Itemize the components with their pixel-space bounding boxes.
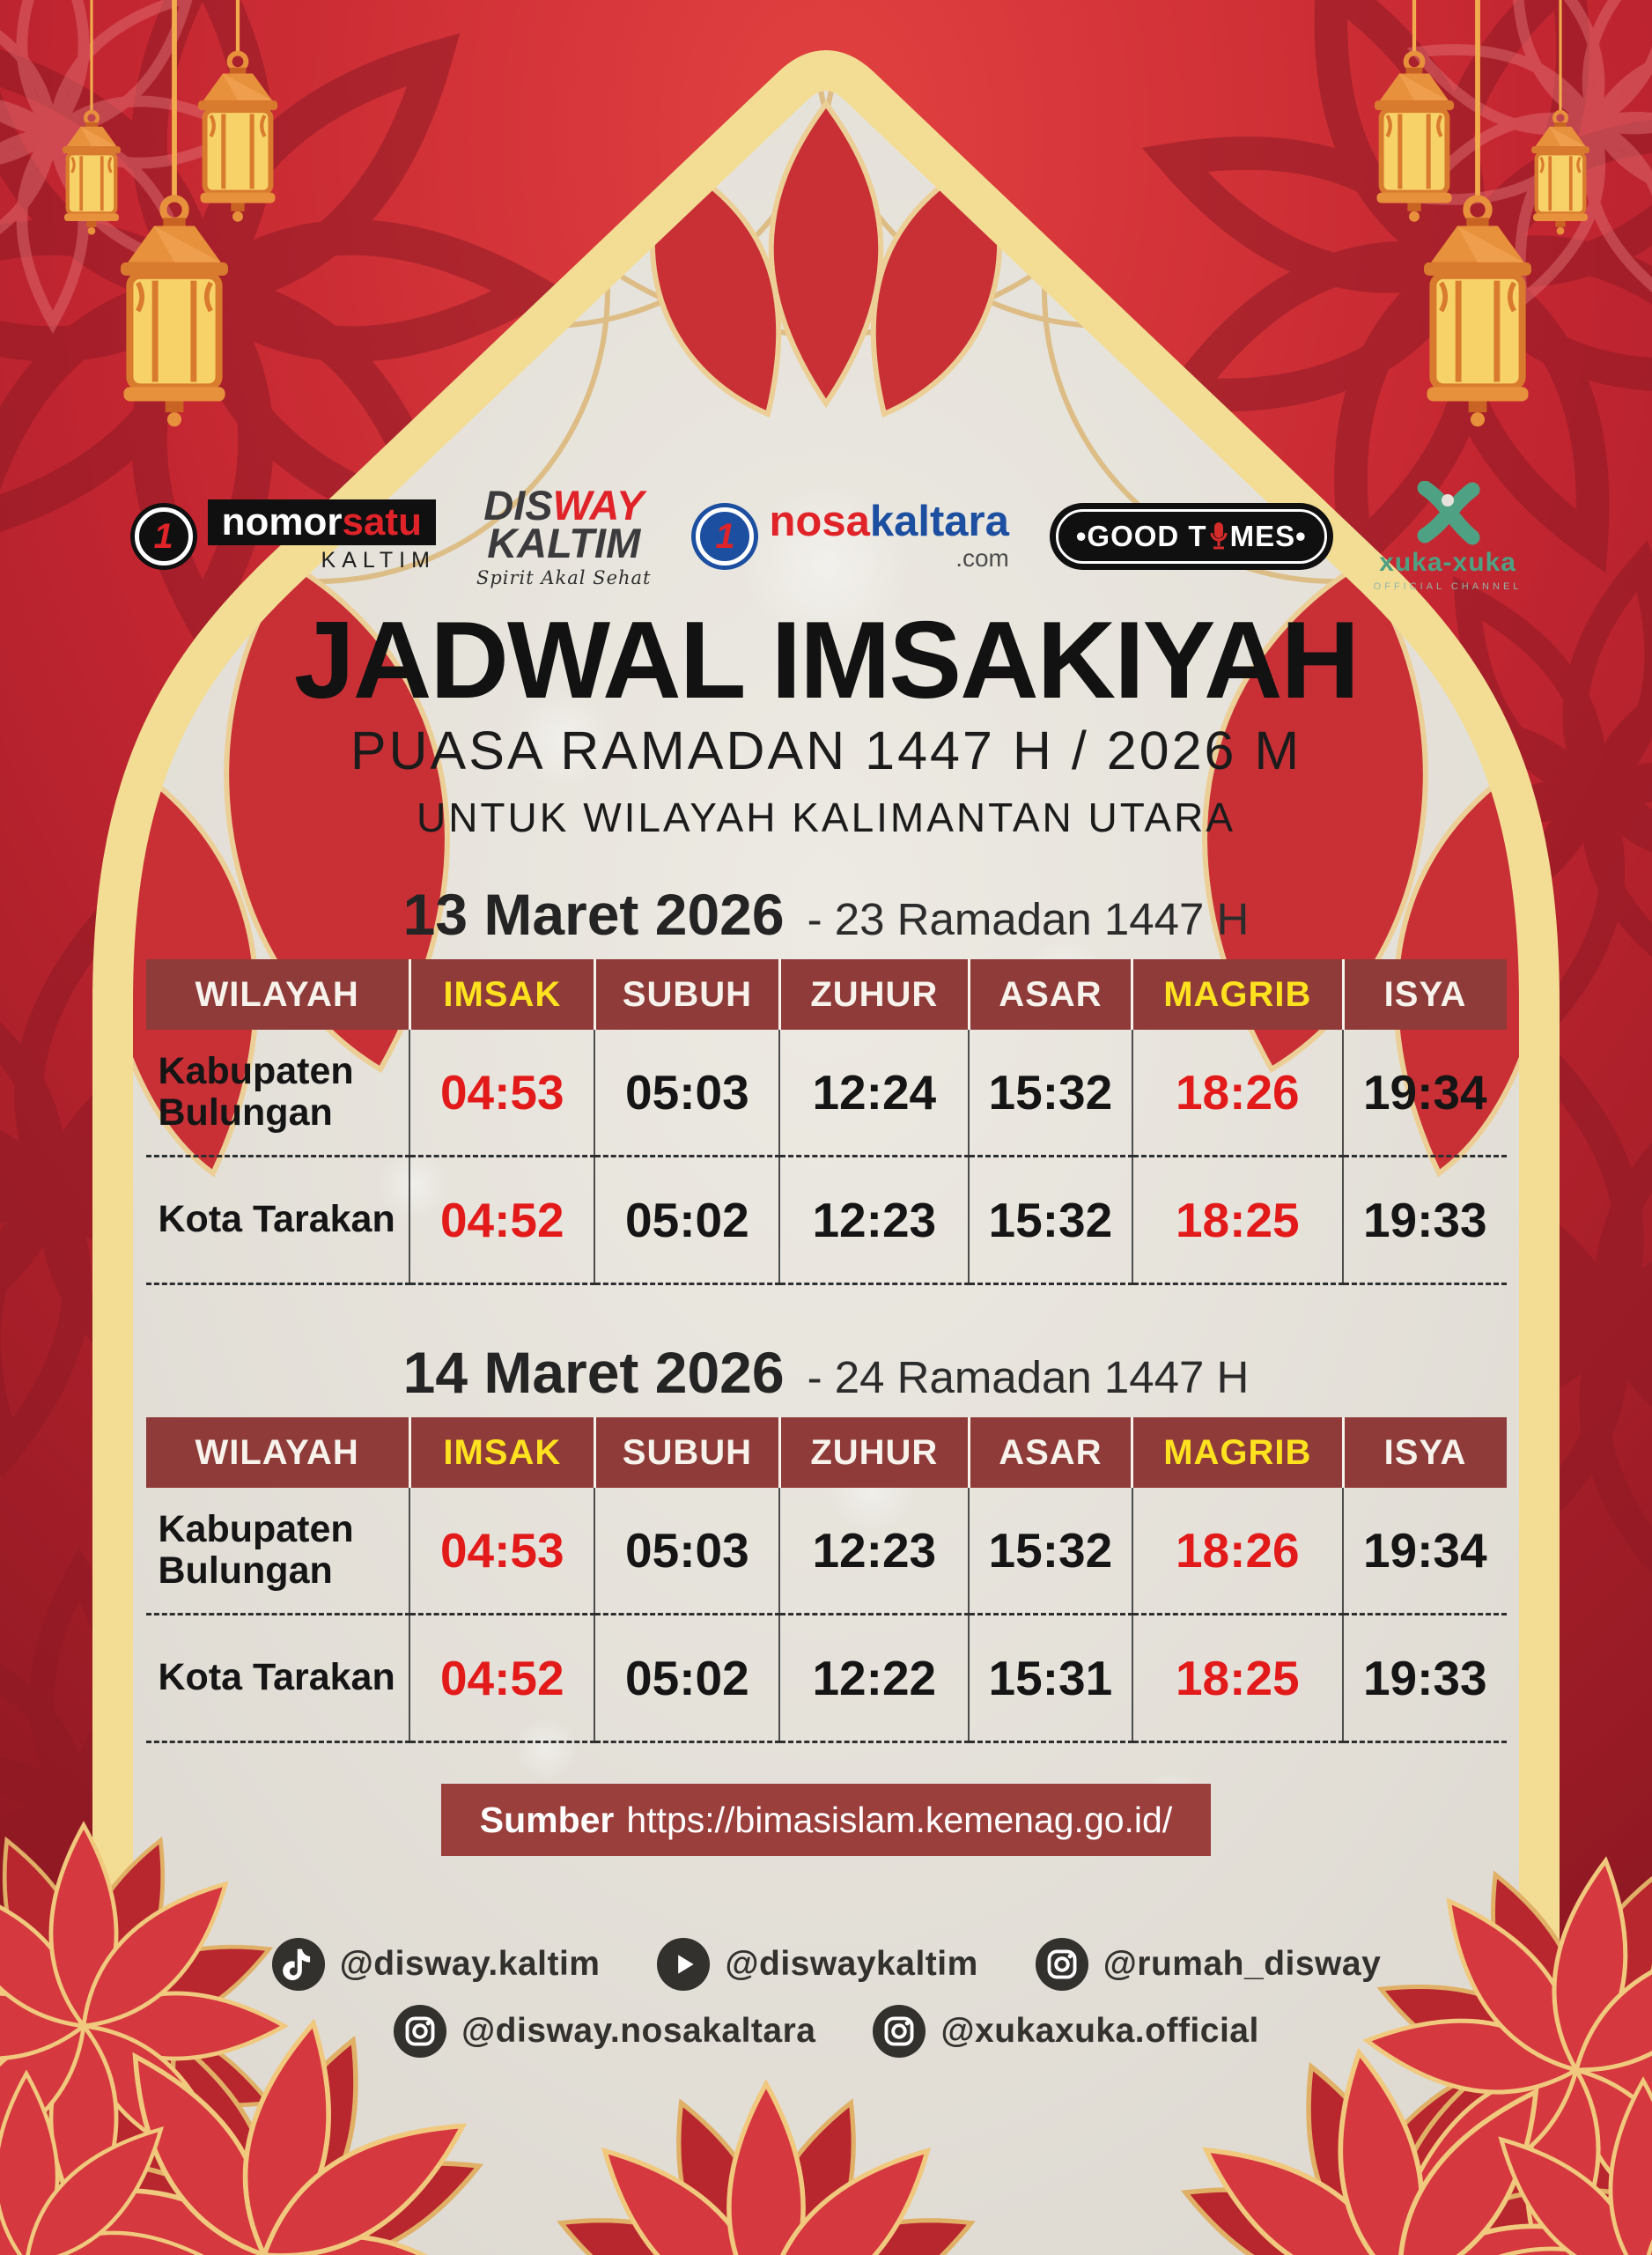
- time-cell-zuhur: 12:22: [779, 1615, 969, 1742]
- social-handles: [271, 1937, 1382, 2059]
- time-cell-zuhur: 12:23: [779, 1157, 969, 1284]
- schedule-table-1: [146, 959, 1507, 1285]
- time-cell-magrib: 18:26: [1132, 1030, 1343, 1157]
- table-row: [146, 1488, 1507, 1615]
- time-cell-asar: 15:32: [969, 1030, 1132, 1157]
- instagram-icon: [872, 2004, 926, 2059]
- source-bar: [441, 1784, 1212, 1856]
- goodtimes-label-right: MES•: [1229, 520, 1307, 552]
- time-cell-subuh: 05:02: [594, 1157, 779, 1284]
- date-gregorian: 14 Maret 2026: [402, 1340, 785, 1405]
- table-header-row: [146, 959, 1507, 1030]
- disway-name-part1: DIS: [483, 482, 553, 529]
- col-header-isya: ISYA: [1343, 959, 1506, 1030]
- date-gregorian: 13 Maret 2026: [402, 882, 785, 947]
- schedule-section-2: [146, 1340, 1507, 1743]
- social-handle: @xukaxuka.official: [940, 2012, 1259, 2050]
- page-subtitle: PUASA RAMADAN 1447 H / 2026 M: [350, 721, 1302, 780]
- time-cell-magrib: 18:25: [1132, 1157, 1343, 1284]
- goodtimes-label-left: •GOOD T: [1075, 520, 1207, 552]
- nomorsatu-region: KALTIM: [321, 548, 436, 573]
- date-hijri: - 24 Ramadan 1447 H: [807, 1352, 1250, 1402]
- social-handle: @diswaykaltim: [725, 1945, 978, 1983]
- col-header-isya: ISYA: [1343, 1417, 1506, 1488]
- table-row: [146, 1030, 1507, 1157]
- region-label: UNTUK WILAYAH KALIMANTAN UTARA: [416, 795, 1236, 840]
- time-cell-subuh: 05:03: [594, 1488, 779, 1615]
- wilayah-cell: Kabupaten Bulungan: [146, 1030, 410, 1157]
- nosakaltara-name-part1: nosa: [769, 498, 870, 545]
- social-row-1: [271, 1937, 1382, 1992]
- nomorsatu-name-part1: nomor: [221, 499, 343, 543]
- col-header-zuhur: ZUHUR: [779, 959, 969, 1030]
- nomorsatu-badge-number: 1: [135, 507, 193, 566]
- date-hijri: - 23 Ramadan 1447 H: [807, 894, 1250, 944]
- col-header-subuh: SUBUH: [594, 959, 779, 1030]
- social-row-2: [393, 2004, 1259, 2059]
- time-cell-subuh: 05:02: [594, 1615, 779, 1742]
- wilayah-cell: Kota Tarakan: [146, 1615, 410, 1742]
- social-youtube: [656, 1937, 977, 1992]
- nosakaltara-badge-icon: [691, 503, 758, 570]
- xukaxuka-wordmark: xuka-xuka: [1379, 548, 1516, 577]
- time-cell-imsak: 04:53: [409, 1488, 594, 1615]
- instagram-icon: [1035, 1937, 1089, 1992]
- time-cell-isya: 19:34: [1343, 1030, 1506, 1157]
- disway-tagline: Spirit Akal Sehat: [476, 566, 652, 588]
- col-header-asar: ASAR: [969, 1417, 1132, 1488]
- table-row: [146, 1615, 1507, 1742]
- page-title: JADWAL IMSAKIYAH: [293, 600, 1359, 721]
- time-cell-isya: 19:34: [1343, 1488, 1506, 1615]
- time-cell-isya: 19:33: [1343, 1615, 1506, 1742]
- instagram-icon: [393, 2004, 447, 2059]
- col-header-imsak: IMSAK: [409, 959, 594, 1030]
- social-instagram: [393, 2004, 815, 2059]
- nomorsatu-wordmark: [208, 499, 436, 545]
- xukaxuka-sublabel: OFFICIAL CHANNEL: [1373, 581, 1523, 592]
- disway-wordmark-line1: [483, 482, 645, 529]
- logo-disway-kaltim: [476, 482, 652, 588]
- col-header-asar: ASAR: [969, 959, 1132, 1030]
- time-cell-imsak: 04:52: [409, 1157, 594, 1284]
- logo-xuka-xuka: [1374, 481, 1523, 592]
- logo-good-times: [1050, 503, 1333, 570]
- col-header-wilayah: WILAYAH: [146, 959, 410, 1030]
- nomorsatu-name-part2: satu: [342, 499, 422, 543]
- date-heading-2: [402, 1340, 1250, 1405]
- col-header-subuh: SUBUH: [594, 1417, 779, 1488]
- schedule-section-1: [146, 882, 1507, 1285]
- time-cell-asar: 15:32: [969, 1488, 1132, 1615]
- date-heading-1: [402, 882, 1250, 947]
- time-cell-asar: 15:31: [969, 1615, 1132, 1742]
- youtube-icon: [656, 1937, 711, 1992]
- social-handle: @disway.kaltim: [339, 1945, 601, 1983]
- logo-nomorsatu-kaltim: [130, 499, 436, 573]
- xukaxuka-mark-icon: [1409, 481, 1486, 546]
- time-cell-asar: 15:32: [969, 1157, 1132, 1284]
- time-cell-zuhur: 12:24: [779, 1030, 969, 1157]
- social-instagram: [872, 2004, 1258, 2059]
- disway-wordmark-line2: KALTIM: [487, 520, 641, 567]
- nosakaltara-domain: .com: [955, 544, 1009, 572]
- time-cell-imsak: 04:52: [409, 1615, 594, 1742]
- source-url: https://bimasislam.kemenag.go.id/: [626, 1799, 1173, 1840]
- disway-name-part2: WAY: [552, 482, 645, 529]
- time-cell-subuh: 05:03: [594, 1030, 779, 1157]
- col-header-zuhur: ZUHUR: [779, 1417, 969, 1488]
- time-cell-isya: 19:33: [1343, 1157, 1506, 1284]
- nosakaltara-badge-number: 1: [696, 507, 754, 566]
- logo-nosakaltara: [691, 500, 1008, 573]
- microphone-icon: [1210, 521, 1228, 552]
- time-cell-imsak: 04:53: [409, 1030, 594, 1157]
- partner-logos: [130, 483, 1523, 590]
- social-handle: @rumah_disway: [1103, 1945, 1382, 1983]
- social-instagram: [1035, 1937, 1381, 1992]
- schedule-table-2: [146, 1417, 1507, 1743]
- table-header-row: [146, 1417, 1507, 1488]
- time-cell-zuhur: 12:23: [779, 1488, 969, 1615]
- table-row: [146, 1157, 1507, 1284]
- source-label: Sumber: [479, 1799, 615, 1840]
- time-cell-magrib: 18:26: [1132, 1488, 1343, 1615]
- tiktok-icon: [271, 1937, 326, 1992]
- col-header-wilayah: WILAYAH: [146, 1417, 410, 1488]
- nomorsatu-badge-icon: [130, 503, 197, 570]
- social-handle: @disway.nosakaltara: [461, 2012, 816, 2050]
- time-cell-magrib: 18:25: [1132, 1615, 1343, 1742]
- wilayah-cell: Kabupaten Bulungan: [146, 1488, 410, 1615]
- wilayah-cell: Kota Tarakan: [146, 1157, 410, 1284]
- col-header-imsak: IMSAK: [409, 1417, 594, 1488]
- nosakaltara-wordmark: [769, 500, 1008, 543]
- nosakaltara-name-part2: kaltara: [869, 498, 1009, 545]
- col-header-magrib: MAGRIB: [1132, 959, 1343, 1030]
- col-header-magrib: MAGRIB: [1132, 1417, 1343, 1488]
- social-tiktok: [271, 1937, 601, 1992]
